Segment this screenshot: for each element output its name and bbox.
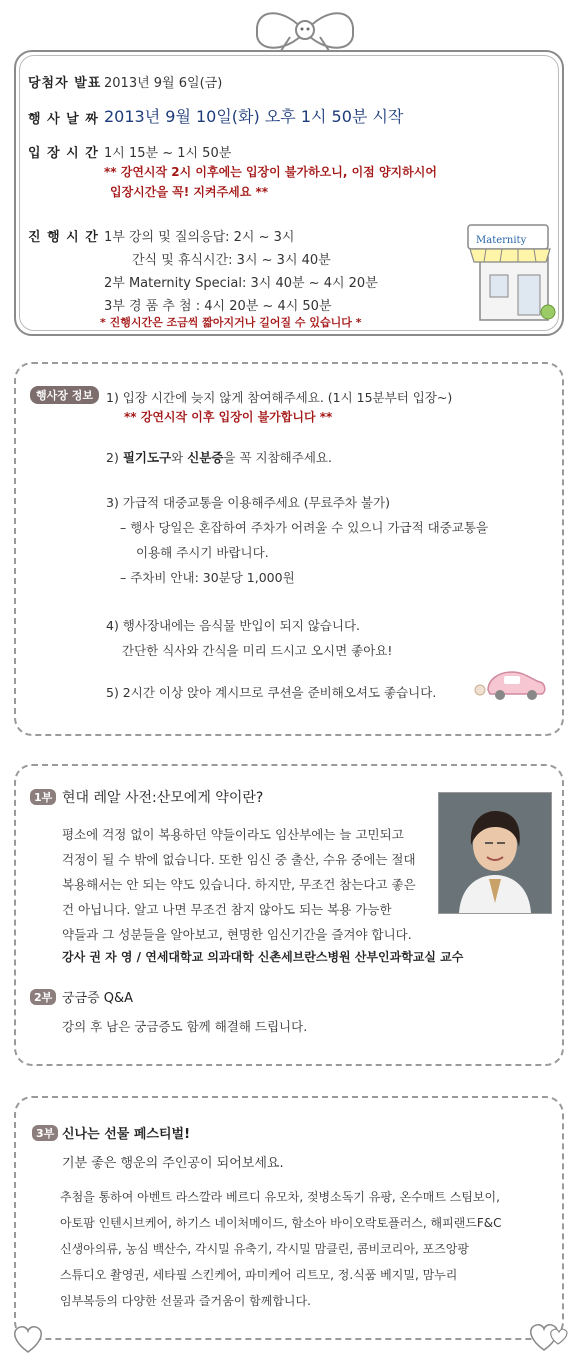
part-3-badge: 3부: [32, 1125, 58, 1141]
gift-line-4: 스튜디오 촬영권, 세타필 스킨케어, 파미케어 리트모, 정.식품 베지밀, 맘누리: [60, 1268, 458, 1282]
progress-label: 진 행 시 간: [28, 230, 99, 245]
venue-item-1-note: ** 강연시작 이후 입장이 불가합니다 **: [124, 410, 333, 424]
venue-item-3-b: 이용해 주시기 바랍니다.: [136, 545, 269, 560]
entry-note: ** 강연시작 2시 이후에는 입장이 불가하오니, 이점 양지하시어: [104, 165, 437, 179]
part-2-title: 궁금증 Q&A: [62, 991, 134, 1006]
date-value: 2013년 9월 10일(화) 오후 1시 50분 시작: [104, 107, 404, 126]
venue-badge: 행사장 정보: [30, 386, 99, 404]
pink-car-icon: [470, 660, 550, 705]
lecture-para-1: 평소에 걱정 없이 복용하던 약들이라도 임산부에는 늘 고민되고: [62, 827, 404, 842]
venue-item-3: 3) 가급적 대중교통을 이용해주세요 (무료주차 불가): [106, 495, 390, 510]
progress-row-2: 간식 및 휴식시간: 3시 ~ 3시 40분: [132, 253, 331, 268]
lecture-para-2: 걱정이 될 수 밖에 없습니다. 또한 임신 중 출산, 수유 중에는 절대: [62, 852, 416, 867]
entry-value: 1시 15분 ~ 1시 50분: [104, 146, 232, 161]
part-1-badge: 1부: [30, 789, 56, 805]
progress-note: * 진행시간은 조금씩 짧아지거나 길어질 수 있습니다 *: [100, 316, 362, 329]
venue-item-4-b: 간단한 식사와 간식을 미리 드시고 오시면 좋아요!: [122, 643, 393, 658]
heart-left-decoration: [8, 1318, 48, 1358]
heart-right-decoration: [526, 1314, 572, 1358]
part-2-badge: 2부: [30, 989, 56, 1005]
gift-subtitle: 기분 좋은 행운의 주인공이 되어보세요.: [62, 1156, 284, 1171]
venue-item-3-a: – 행사 당일은 혼잡하여 주차가 어려울 수 있으니 가급적 대중교통을: [120, 520, 489, 535]
speaker-photo: [438, 792, 552, 914]
part-3-title: 신나는 선물 페스티벌!: [62, 1127, 191, 1142]
venue-item-2: [106, 448, 332, 466]
announce-value: 2013년 9월 6일(금): [104, 76, 223, 91]
lecture-para-5: 약들과 그 성분들을 알아보고, 현명한 임신기간을 즐겨야 합니다.: [62, 927, 412, 942]
entry-note-2: 입장시간을 꼭! 지켜주세요 **: [110, 185, 269, 199]
gift-line-5: 임부복등의 다양한 선물과 즐거움이 함께합니다.: [60, 1294, 311, 1308]
lecture-para-4: 건 아닙니다. 알고 나면 무조건 참지 않아도 되는 복용 가능한: [62, 902, 392, 917]
venue-item-2-pre: 2): [106, 450, 123, 465]
entry-label: 입 장 시 간: [28, 146, 99, 161]
speaker-credit: 강사 권 자 영 / 연세대학교 의과대학 신촌세브란스병원 산부인과학교실 교수: [62, 950, 464, 964]
gift-line-1: 추첨을 통하여 아벤트 라스깔라 베르디 유모차, 젖병소독기 유팡, 온수매트 스팀보이,: [60, 1190, 500, 1204]
store-sign-text: Maternity: [476, 235, 527, 246]
venue-item-3-c: – 주차비 안내: 30분당 1,000원: [120, 570, 295, 585]
venue-item-2-mid: 와: [171, 450, 188, 465]
speaker-portrait-image: [439, 793, 551, 913]
venue-item-2-id: 신분증: [187, 450, 224, 465]
venue-item-4: 4) 행사장내에는 음식물 반입이 되지 않습니다.: [106, 618, 361, 633]
part-1-title: 현대 레알 사전:산모에게 약이란?: [62, 790, 264, 806]
progress-row-3: 2부 Maternity Special: 3시 40분 ~ 4시 20분: [104, 276, 378, 291]
lecture-para-6: 강의 후 남은 궁금증도 함께 해결해 드립니다.: [62, 1019, 308, 1034]
progress-row-1: 1부 강의 및 질의응답: 2시 ~ 3시: [104, 230, 295, 245]
venue-item-1: 1) 입장 시간에 늦지 않게 참여해주세요. (1시 15분부터 입장~): [106, 390, 453, 405]
lecture-para-3: 복용해서는 안 되는 약도 있습니다. 하지만, 무조건 참는다고 좋은: [62, 877, 416, 892]
venue-item-2-post: 을 꼭 지참해주세요.: [223, 450, 332, 465]
venue-item-5: 5) 2시간 이상 앉아 계시므로 쿠션을 준비해오셔도 좋습니다.: [106, 685, 437, 700]
announce-label: 당첨자 발표: [28, 76, 102, 91]
gift-line-2: 아토팜 인텐시브케어, 하기스 네이처메이드, 함소아 바이오락토플러스, 해피랜드F&C: [60, 1216, 502, 1230]
gift-line-3: 신생아의류, 농심 백산수, 각시밀 유축기, 각시밀 맘클린, 콤비코리아, 포즈앙팡: [60, 1242, 469, 1256]
progress-row-4: 3부 경 품 추 첨 : 4시 20분 ~ 4시 50분: [104, 299, 332, 314]
venue-item-2-pen: 필기도구: [122, 450, 172, 465]
date-label: 행 사 날 짜: [28, 112, 99, 127]
